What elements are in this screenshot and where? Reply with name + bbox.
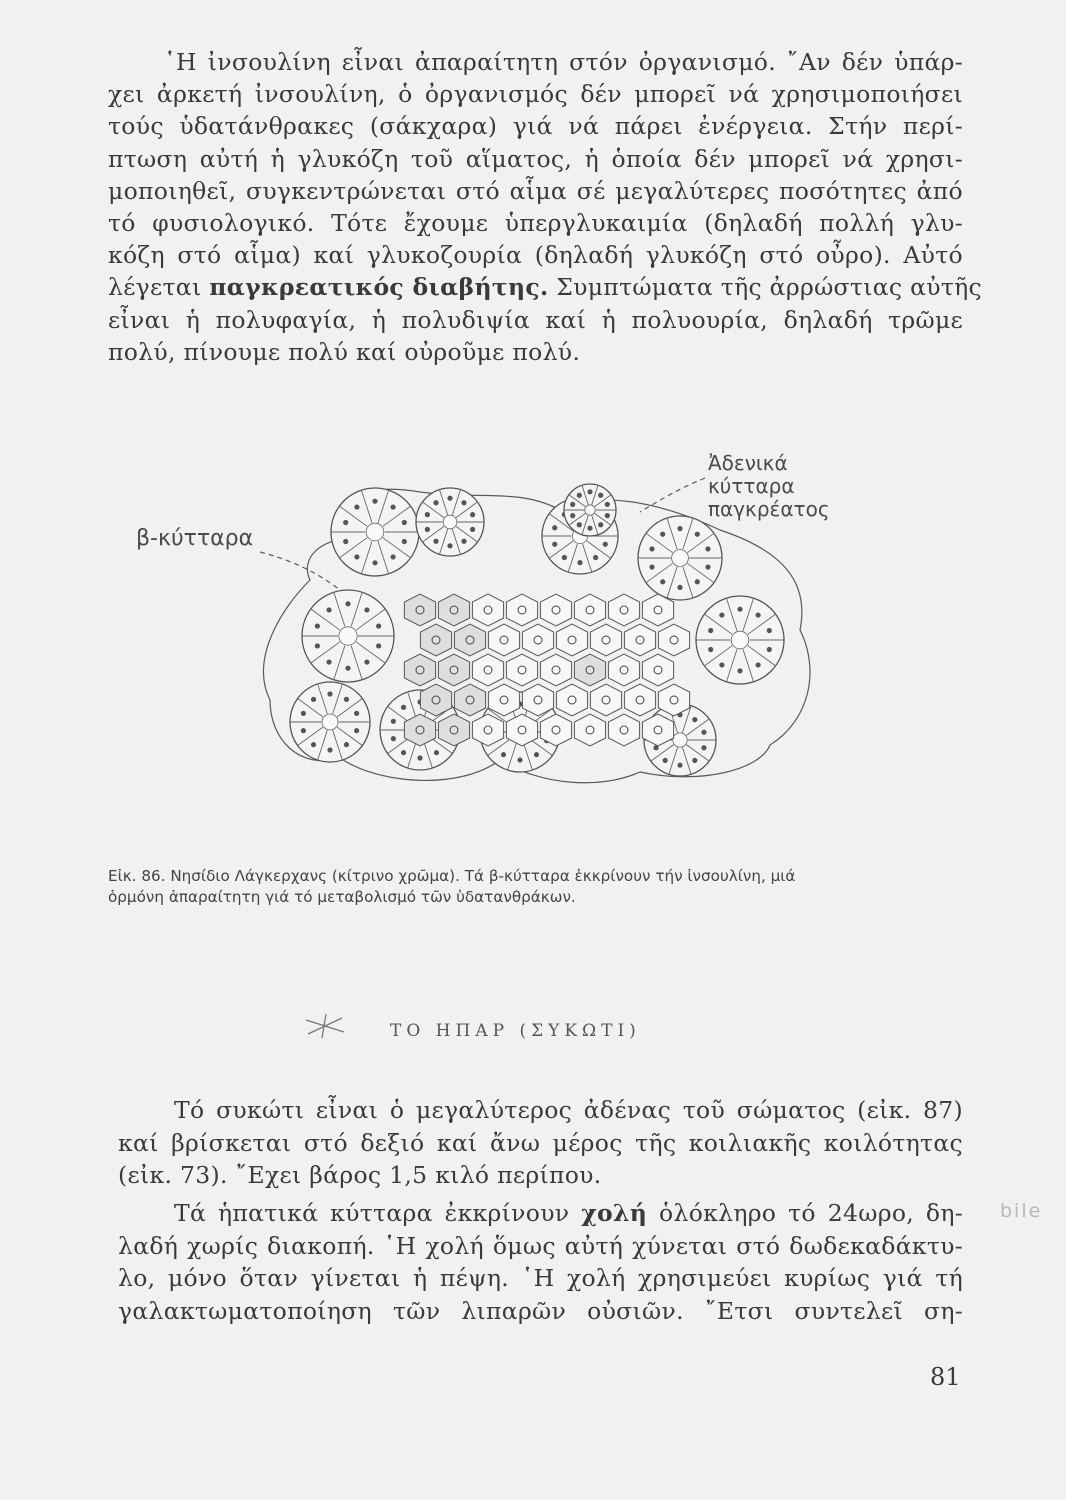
text-line: πολύ, πίνουμε πολύ καί οὐροῦμε πολύ. bbox=[108, 337, 581, 366]
acinus bbox=[302, 590, 394, 682]
text-run: Συμπτώματα τῆς ἀρρώστιας αὐτῆς bbox=[548, 273, 982, 302]
text-line: χει ἀρκετή ἰνσουλίνη, ὁ ὀργανισμός δέν μπορεῖ νά χρησιμοποιήσει bbox=[108, 80, 963, 109]
text-line: καί βρίσκεται στό δεξιό καί ἄνω μέρος τῆς κοιλιακῆς κοιλότητας bbox=[118, 1128, 963, 1157]
handwritten-star-mark bbox=[300, 1012, 350, 1040]
page-number: 81 bbox=[930, 1363, 961, 1391]
islet-cell bbox=[574, 714, 605, 746]
acinus bbox=[696, 596, 784, 684]
islet-cell bbox=[556, 624, 587, 656]
text-line: γαλακτωματοποίηση τῶν λιπαρῶν οὐσιῶν. ῎Ετσι συντελεῖ ση- bbox=[118, 1296, 963, 1325]
islet-cell bbox=[642, 654, 673, 686]
label-line: κύτταρα bbox=[708, 474, 795, 498]
islet-illustration bbox=[120, 440, 960, 860]
text-line bbox=[108, 271, 982, 303]
acinus bbox=[290, 682, 370, 762]
bold-term-diabetes: παγκρεατικός διαβήτης. bbox=[209, 273, 549, 302]
islet-cell bbox=[608, 714, 639, 746]
islet-cell bbox=[608, 654, 639, 686]
islet-cell bbox=[574, 654, 605, 686]
islet-cell bbox=[506, 594, 537, 626]
handwritten-margin-note: bile bbox=[1000, 1200, 1043, 1222]
section-title: ΤΟ ΗΠΑΡ (ΣΥΚΩΤΙ) bbox=[390, 1021, 641, 1041]
label-beta-cells: β-κύτταρα bbox=[136, 526, 254, 551]
text-line: τούς ὑδατάνθρακες (σάκχαρα) γιά νά πάρει ἐνέργεια. Στήν περί- bbox=[108, 112, 963, 141]
caption-line: ὁρμόνη ἀπαραίτητη γιά τό μεταβολισμό τῶν ὑδατανθράκων. bbox=[108, 888, 576, 906]
islet-cell bbox=[624, 624, 655, 656]
islet-cell bbox=[488, 624, 519, 656]
islet-cell bbox=[438, 594, 469, 626]
islet-cell bbox=[556, 684, 587, 716]
text-line: μοποιηθεῖ, συγκεντρώνεται στό αἷμα σέ μεγαλύτερες ποσότητες ἀπό bbox=[108, 176, 963, 205]
islet-cell bbox=[404, 594, 435, 626]
label-line: παγκρέατος bbox=[708, 497, 830, 521]
text-run: ὁλόκληρο τό 24ωρο, δη- bbox=[647, 1199, 963, 1227]
acinus bbox=[331, 488, 419, 576]
text-line: εἶναι ἡ πολυφαγία, ἡ πολυδιψία καί ἡ πολυουρία, δηλαδή τρῶμε bbox=[108, 305, 963, 334]
text-line: τό φυσιολογικό. Τότε ἔχουμε ὑπεργλυκαιμία (δηλαδή πολλή γλυ- bbox=[108, 209, 963, 238]
text-line bbox=[118, 1197, 963, 1230]
islet-cell bbox=[608, 594, 639, 626]
acinus bbox=[416, 488, 484, 556]
islet-cell bbox=[522, 624, 553, 656]
text-line: (εἰκ. 73). ῎Εχει βάρος 1,5 κιλό περίπου. bbox=[118, 1161, 602, 1189]
islet-cell bbox=[590, 624, 621, 656]
islet-cell bbox=[590, 684, 621, 716]
islet-cell bbox=[574, 594, 605, 626]
text-line: πτωση αὐτή ἡ γλυκόζη τοῦ αἵματος, ἡ ὁποία δέν μπορεῖ νά χρησι- bbox=[108, 144, 963, 173]
islet-cell bbox=[658, 624, 689, 656]
text-line: Τό συκώτι εἶναι ὁ μεγαλύτερος ἀδένας τοῦ σώματος (εἰκ. 87) bbox=[174, 1096, 963, 1124]
bold-term-bile: χολή bbox=[581, 1199, 648, 1227]
islet-cell bbox=[624, 684, 655, 716]
text-run: λέγεται bbox=[108, 273, 210, 302]
islet-cell bbox=[438, 654, 469, 686]
paragraph-bile bbox=[118, 1197, 963, 1327]
label-line: Ἀδενικά bbox=[708, 451, 788, 475]
acinus bbox=[564, 484, 616, 536]
islet-cell bbox=[540, 594, 571, 626]
paragraph-liver bbox=[118, 1094, 963, 1192]
leader-line-acinar bbox=[640, 478, 705, 512]
islet-cell bbox=[472, 654, 503, 686]
text-line: λαδή χωρίς διακοπή. ῾Η χολή ὅμως αὐτή χύνεται στό δωδεκαδάκτυ- bbox=[118, 1231, 963, 1260]
label-acinar-cells bbox=[708, 452, 830, 521]
acinus bbox=[638, 516, 722, 600]
islet-cell bbox=[454, 684, 485, 716]
islet-cells-group bbox=[404, 594, 689, 746]
text-line: ῾Η ἰνσουλίνη εἶναι ἀπαραίτητη στόν ὀργανισμό. ῎Αν δέν ὑπάρ- bbox=[164, 48, 963, 76]
islet-cell bbox=[540, 654, 571, 686]
text-line: λο, μόνο ὅταν γίνεται ἡ πέψη. ῾Η χολή χρησιμεύει κυρίως γιά τή bbox=[118, 1264, 963, 1292]
islet-cell bbox=[506, 654, 537, 686]
islet-cell bbox=[420, 624, 451, 656]
text-run: Τά ἡπατικά κύτταρα ἐκκρίνουν bbox=[174, 1199, 582, 1227]
islet-cell bbox=[472, 594, 503, 626]
islet-cell bbox=[404, 654, 435, 686]
caption-line: Εἰκ. 86. Νησίδιο Λάγκερχανς (κίτρινο χρῶμα). Τά β-κύτταρα ἐκκρίνουν τήν ἰνσουλίνη, μιά bbox=[108, 867, 796, 885]
figure-islet-of-langerhans bbox=[120, 440, 960, 860]
paragraph-insulin bbox=[108, 46, 982, 368]
islet-cell bbox=[454, 624, 485, 656]
text-line: κόζη στό αἷμα) καί γλυκοζουρία (δηλαδή γλυκόζη στό οὖρο). Αὐτό bbox=[108, 241, 963, 270]
figure-caption bbox=[108, 866, 968, 908]
